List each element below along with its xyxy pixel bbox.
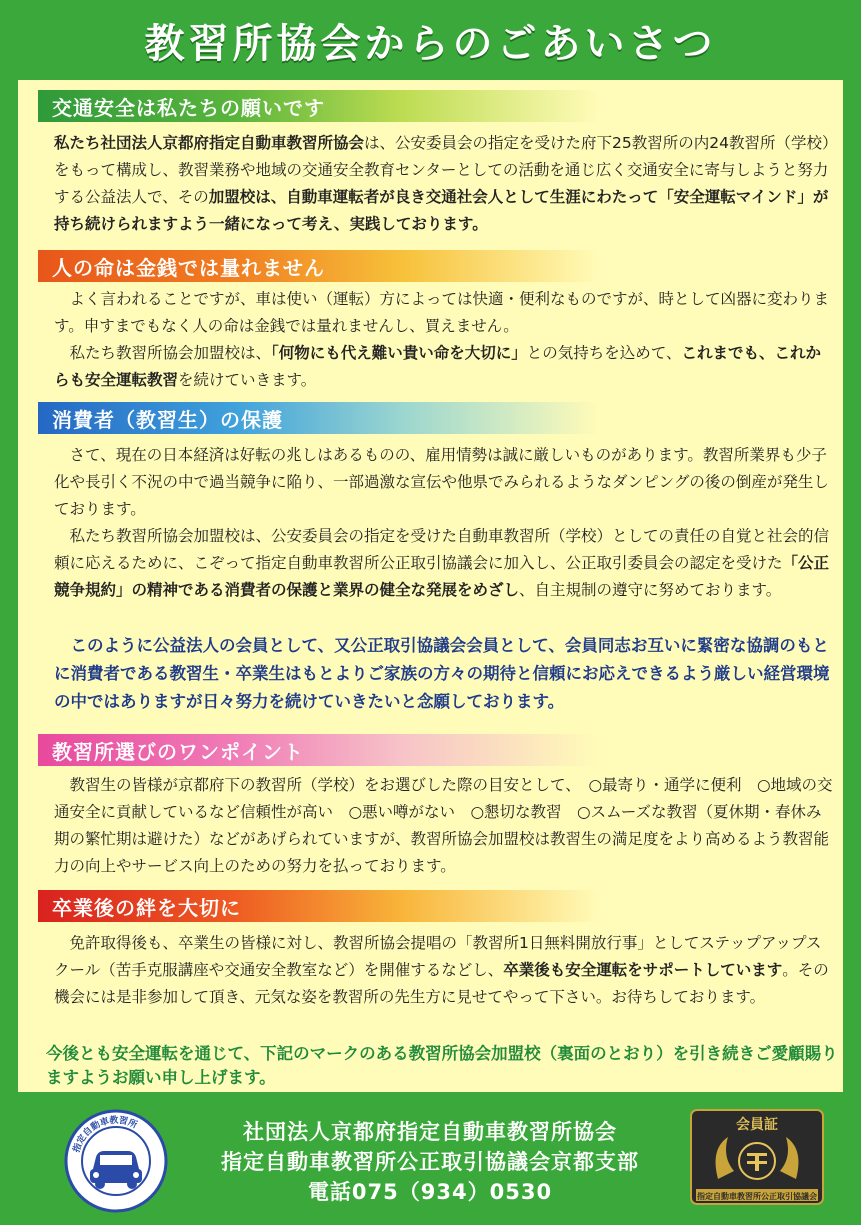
body-text: 。その機会には是非参加して頂き、元気な姿を教習所の先生方に見せてやって下さい。お待ちしております。: [54, 961, 829, 1006]
emphasis-paragraph: このように公益法人の会員として、又公正取引協議会会員として、会員同志お互いに緊密な協調のもとに消費者である教習生・卒業生はもとよりご家族の方々の期待と信頼にお応えできるよう厳しい経営環境の中ではありますが日々努力を続けていきたいと念願しております。: [54, 636, 830, 711]
body-text: 私たち教習所協会加盟校は、: [54, 344, 272, 362]
closing-message: 今後とも安全運転を通じて、下記のマークのある教習所協会加盟校（裏面のとおり）を引き続きご愛顧賜りますようお願い申し上げます。: [46, 1044, 838, 1087]
section-heading-one-point: [38, 734, 598, 766]
body-text: は、公安委員会の指定を受けた府下25教習所の内24教習所（学校）をもって構成し、教習業務や地域の交通安全教育センターとしての活動を通じ広く交通安全に寄与しようと努力する公益法人で、その: [54, 134, 830, 206]
body-text: 教習生の皆様が京都府下の教習所（学校）をお選びした際の目安として、 ○最寄り・通学に便利 ○地域の交通安全に貢献しているなど信頼性が高い ○悪い噂がない ○懇切な教習 ○スムーズな教習（夏休期・春休み期の繁忙期は避けた）などがあげられていますが、教習所協会加盟校は教習生の満足度をより高めるよう教習能力の向上やサービス向上のための努力を払っております。: [54, 776, 833, 875]
section-heading-label: 卒業後の絆を大切に: [52, 895, 241, 920]
phone-number: 電話075（934）0530: [307, 1180, 553, 1204]
section-paragraph: [54, 523, 836, 604]
bold-text: 私たち社団法人京都府指定自動車教習所協会: [54, 134, 365, 152]
section-heading-label: 交通安全は私たちの願いです: [52, 95, 325, 120]
body-text: 免許取得後も、卒業生の皆様に対し、教習所協会提唱の「教習所1日無料開放行事」としてステップアップスクール（苦手克服講座や交通安全教室など）を開催するなどし、: [54, 934, 822, 979]
body-text: 、自主規制の遵守に努めております。: [519, 581, 782, 599]
member-certificate-icon: [690, 1109, 824, 1205]
body-text: 私たち教習所協会加盟校は、公安委員会の指定を受けた自動車教習所（学校）としての責任の自覚と社会的信頼に応えるために、こぞって指定自動車教習所公正取引協議会に加入し、公正取引委員会の認定を受けた: [54, 527, 830, 572]
bold-text: これまでも、これからも安全運転教習: [54, 344, 821, 389]
section-heading-life: [38, 250, 598, 282]
section-paragraph: [54, 930, 836, 1011]
section-heading-label: 教習所選びのワンポイント: [52, 739, 304, 764]
title-bar: [0, 0, 861, 80]
page-title: 教習所協会からのごあいさつ: [144, 20, 717, 67]
footer: [0, 1095, 861, 1225]
body-text: との気持ちを込めて、: [526, 344, 682, 362]
driving-school-emblem-icon: [62, 1107, 170, 1215]
section-heading-after-graduation: [38, 890, 598, 922]
section-heading-consumer: [38, 402, 598, 434]
section-heading-label: 人の命は金銭では量れません: [52, 255, 325, 280]
bold-text: 加盟校は、自動車運転者が良き交通社会人として生涯にわたって「安全運転マインド」が持ち続けられますよう一緒になって考え、実践しております。: [54, 188, 829, 233]
section-paragraph: [54, 772, 836, 880]
certificate-org: 指定自動車教習所公正取引協議会: [697, 1192, 817, 1201]
bold-text: 「何物にも代え難い貴い命を大切に」: [271, 344, 527, 362]
bold-text: 卒業後も安全運転をサポートしています: [503, 961, 783, 979]
body-text: を続けていきます。: [178, 371, 317, 389]
bold-text: 「公正競争規約」の精神である消費者の保護と業界の健全な発展をめざし: [54, 554, 830, 599]
section-heading-label: 消費者（教習生）の保護: [52, 407, 283, 432]
emblem-label: 指定自動車教習所: [71, 1115, 139, 1154]
section-paragraph: [54, 340, 836, 394]
section-paragraph: [54, 442, 836, 523]
section-paragraph: [54, 130, 836, 238]
section-heading-traffic-safety: [38, 90, 598, 122]
body-text: よく言われることですが、車は使い（運転）方によっては快適・便利なものですが、時として凶器に変わります。申すまでもなく人の命は金銭では量れませんし、買えません。: [54, 290, 830, 335]
footer-contact: [210, 1117, 650, 1207]
certificate-title: 会員証: [736, 1117, 778, 1133]
org-branch: 指定自動車教習所公正取引協議会京都支部: [221, 1150, 639, 1174]
body-text: さて、現在の日本経済は好転の兆しはあるものの、雇用情勢は誠に厳しいものがあります。教習所業界も少子化や長引く不況の中で過当競争に陥り、一部過激な宣伝や他県でみられるようなダンピングの後の倒産が発生しております。: [54, 446, 829, 518]
content-panel: [18, 80, 843, 1092]
org-name: 社団法人京都府指定自動車教習所協会: [243, 1120, 617, 1144]
section-paragraph: [54, 286, 836, 340]
